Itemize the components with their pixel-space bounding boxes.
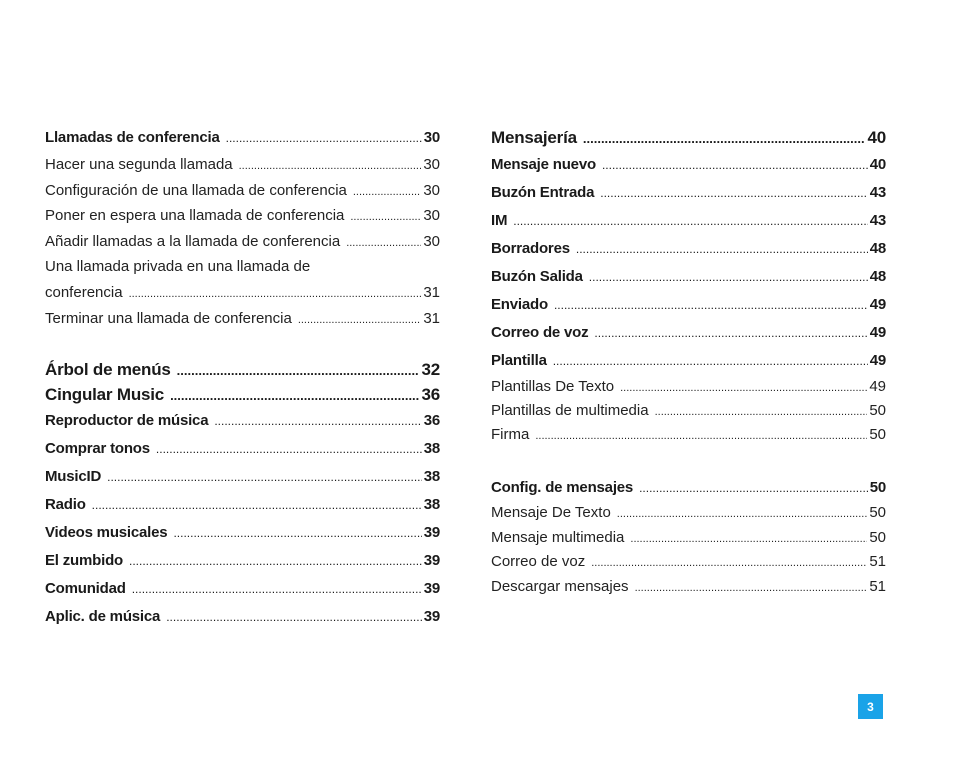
- toc-entry[interactable]: [491, 319, 886, 347]
- dot-leader: [166, 603, 422, 631]
- toc-entry-title: Mensaje De Texto: [491, 504, 611, 521]
- toc-entry-page: 43: [869, 212, 886, 229]
- toc-entry-page: 38: [423, 440, 440, 457]
- toc-entry[interactable]: [45, 547, 440, 575]
- toc-entry[interactable]: [491, 501, 886, 526]
- dot-leader: [553, 347, 868, 375]
- toc-entry-page: 48: [869, 268, 886, 285]
- toc-entry-title: Mensaje multimedia: [491, 528, 625, 546]
- toc-entry[interactable]: [491, 151, 886, 179]
- dot-leader: [655, 399, 868, 424]
- toc-section[interactable]: [45, 357, 440, 382]
- dot-leader: [177, 357, 420, 383]
- toc-entry-title: Configuración de una llamada de conferencia: [45, 181, 347, 199]
- toc-section-page: 32: [421, 360, 440, 379]
- toc-entry-page: 50: [869, 504, 886, 521]
- toc-entry[interactable]: [45, 178, 440, 204]
- dot-leader: [226, 124, 422, 152]
- toc-entry-wrapped-line[interactable]: Una llamada privada en una llamada de: [45, 258, 311, 275]
- toc-entry-page: 50: [869, 528, 886, 546]
- toc-entry[interactable]: [45, 203, 440, 229]
- toc-entry[interactable]: [45, 280, 440, 306]
- toc-section-page: 36: [421, 385, 440, 404]
- toc-left-column: [45, 124, 440, 631]
- toc-entry-title: Hacer una segunda llamada: [45, 156, 233, 173]
- toc-entry-title: IM: [491, 212, 508, 229]
- toc-entry[interactable]: [491, 207, 886, 235]
- toc-entry-title: Radio: [45, 496, 86, 513]
- toc-entry-page: 50: [869, 426, 886, 443]
- dot-leader: [107, 463, 422, 491]
- toc-entry-page: 30: [423, 129, 440, 146]
- toc-entry-title: conferencia: [45, 284, 123, 301]
- toc-entry-title: Descargar mensajes: [491, 577, 629, 595]
- toc-entry[interactable]: [491, 526, 886, 551]
- dot-leader: [639, 475, 868, 501]
- dot-leader: [353, 178, 421, 206]
- toc-entry[interactable]: [45, 435, 440, 463]
- dot-leader: [513, 207, 867, 235]
- toc-entry-page: 48: [869, 240, 886, 257]
- toc-entry[interactable]: [45, 124, 440, 152]
- dot-leader: [620, 375, 867, 400]
- toc-entry[interactable]: [491, 263, 886, 291]
- dot-leader: [129, 547, 422, 575]
- toc-entry-page: 31: [423, 284, 440, 301]
- toc-entry-title: Reproductor de música: [45, 412, 209, 429]
- dot-leader: [170, 382, 419, 408]
- toc-entry-page: 36: [423, 412, 440, 429]
- toc-section[interactable]: [491, 124, 886, 151]
- dot-leader: [535, 423, 867, 448]
- toc-entry-title: Buzón Salida: [491, 268, 583, 285]
- toc-entry-page: 39: [423, 552, 440, 569]
- toc-entry-title: Config. de mensajes: [491, 479, 634, 496]
- toc-entry-title: Plantillas De Texto: [491, 378, 615, 395]
- toc-section-title: Mensajería: [491, 128, 577, 147]
- dot-leader: [635, 575, 868, 601]
- page-number-badge: 3: [858, 694, 883, 719]
- toc-entry-page: 30: [423, 181, 440, 199]
- dot-leader: [617, 501, 868, 527]
- toc-entry-title: Plantillas de multimedia: [491, 402, 649, 419]
- toc-entry-title: Comunidad: [45, 580, 126, 597]
- toc-entry[interactable]: [491, 399, 886, 423]
- dot-leader: [554, 291, 868, 319]
- toc-entry-page: 49: [869, 352, 886, 369]
- toc-entry[interactable]: [491, 575, 886, 600]
- dot-leader: [132, 575, 422, 603]
- dot-leader: [298, 306, 422, 334]
- dot-leader: [594, 319, 867, 347]
- toc-entry-title: Correo de voz: [491, 553, 586, 570]
- toc-entry[interactable]: [45, 603, 440, 631]
- toc-entry-title: Borradores: [491, 240, 570, 257]
- toc-entry[interactable]: [45, 152, 440, 178]
- dot-leader: [600, 179, 867, 207]
- dot-leader: [630, 526, 867, 552]
- toc-entry-page: 30: [423, 156, 440, 173]
- dot-leader: [239, 152, 422, 180]
- section-gap: [45, 331, 440, 357]
- toc-entry-page: 50: [869, 402, 886, 419]
- dot-leader: [576, 235, 868, 263]
- toc-entry-page: 49: [869, 324, 886, 341]
- toc-entry[interactable]: [45, 229, 440, 255]
- toc-entry-title: Correo de voz: [491, 324, 589, 341]
- dot-leader: [602, 151, 868, 179]
- toc-section[interactable]: [45, 382, 440, 407]
- dot-leader: [583, 124, 866, 152]
- toc-entry-page: 39: [423, 608, 440, 625]
- toc-entry-title: Buzón Entrada: [491, 184, 595, 201]
- toc-entry-page: 40: [869, 156, 886, 173]
- section-gap: [491, 447, 886, 475]
- dot-leader: [129, 280, 422, 308]
- toc-entry-title: Comprar tonos: [45, 440, 150, 457]
- dot-leader: [589, 263, 868, 291]
- dot-leader: [173, 519, 421, 547]
- toc-entry[interactable]: [491, 291, 886, 319]
- toc-entry[interactable]: [491, 475, 886, 501]
- toc-entry-page: 49: [869, 378, 886, 395]
- toc-entry-page: 50: [869, 479, 886, 496]
- toc-entry[interactable]: [491, 375, 886, 399]
- toc-entry[interactable]: [491, 179, 886, 207]
- dot-leader: [346, 229, 421, 257]
- toc-entry[interactable]: [45, 407, 440, 435]
- toc-entry[interactable]: [491, 423, 886, 447]
- toc-entry[interactable]: [45, 575, 440, 603]
- dot-leader: [92, 491, 422, 519]
- toc-section-title: Cingular Music: [45, 385, 165, 404]
- dot-leader: [156, 435, 422, 463]
- toc-entry-title: Firma: [491, 426, 530, 443]
- toc-entry[interactable]: [491, 550, 886, 575]
- toc-entry-page: 49: [869, 296, 886, 313]
- toc-entry-page: 31: [423, 309, 440, 327]
- toc-entry-title: Poner en espera una llamada de conferencia: [45, 207, 345, 224]
- toc-right-column: [491, 124, 886, 599]
- toc-entry-page: 30: [423, 207, 440, 224]
- toc-entry-page: 38: [423, 468, 440, 485]
- toc-entry-title: Enviado: [491, 296, 548, 313]
- toc-entry[interactable]: [491, 235, 886, 263]
- toc-entry-title: Añadir llamadas a la llamada de conferencia: [45, 232, 341, 250]
- toc-section-page: 40: [867, 128, 886, 147]
- toc-entry-page: 51: [869, 577, 886, 595]
- toc-entry-title: MusicID: [45, 468, 102, 485]
- toc-entry[interactable]: [45, 306, 440, 332]
- toc-entry-page: 51: [869, 553, 886, 570]
- toc-entry-page: 39: [423, 524, 440, 541]
- dot-leader: [214, 407, 421, 435]
- toc-section-title: Árbol de menús: [45, 360, 171, 379]
- dot-leader: [591, 550, 867, 576]
- toc-entry-title: Llamadas de conferencia: [45, 129, 220, 146]
- toc-entry[interactable]: [491, 347, 886, 375]
- dot-leader: [350, 203, 421, 231]
- toc-entry-title: Terminar una llamada de conferencia: [45, 309, 292, 327]
- toc-entry[interactable]: [45, 519, 440, 547]
- toc-entry-title: Videos musicales: [45, 524, 168, 541]
- toc-entry-title: Plantilla: [491, 352, 547, 369]
- toc-entry[interactable]: [45, 491, 440, 519]
- toc-entry-title: El zumbido: [45, 552, 123, 569]
- toc-entry-page: 39: [423, 580, 440, 597]
- toc-entry-page: 30: [423, 232, 440, 250]
- toc-entry[interactable]: [45, 463, 440, 491]
- toc-entry-page: 43: [869, 184, 886, 201]
- toc-entry-page: 38: [423, 496, 440, 513]
- toc-entry-title: Aplic. de música: [45, 608, 161, 625]
- toc-entry-title: Mensaje nuevo: [491, 156, 596, 173]
